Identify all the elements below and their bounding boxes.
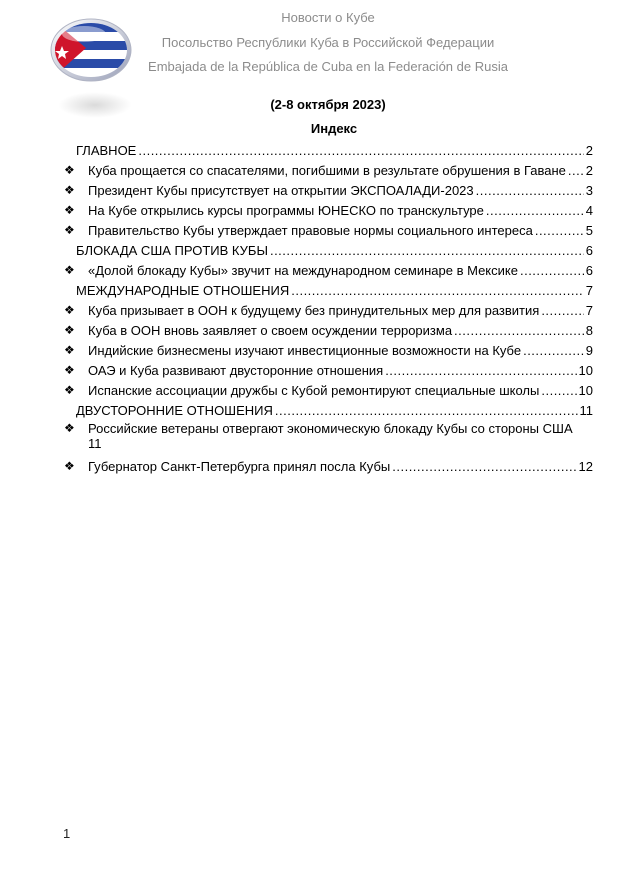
diamond-bullet-icon: ❖ [64, 183, 75, 197]
dot-leader [523, 343, 584, 358]
toc-page-number: 5 [585, 223, 593, 238]
dot-leader [392, 459, 576, 474]
toc-item-title: Куба прощается со спасателями, погибшими в результате обрушения в Гаване [88, 163, 566, 178]
toc-section[interactable] [76, 243, 593, 258]
toc-section-title: ДВУСТОРОННИЕ ОТНОШЕНИЯ [76, 403, 273, 418]
diamond-bullet-icon: ❖ [64, 303, 75, 317]
toc-item-title: На Кубе открылись курсы программы ЮНЕСКО по транскультуре [88, 203, 484, 218]
toc-page-number: 10 [578, 383, 593, 398]
toc-item[interactable] [64, 343, 593, 358]
toc-item-title: Правительство Кубы утверждает правовые нормы социального интереса [88, 223, 533, 238]
toc-item-title: Куба призывает в ООН к будущему без принудительных мер для развития [88, 303, 540, 318]
diamond-bullet-icon: ❖ [64, 421, 75, 435]
toc-item[interactable] [64, 163, 593, 178]
toc-item[interactable] [64, 263, 593, 278]
dot-leader [138, 143, 583, 158]
header-embassy-es: Embajada de la República de Cuba en la Federación de Rusia [148, 59, 508, 74]
index-heading: Индекс [310, 121, 358, 136]
toc-item-title: Куба в ООН вновь заявляет о своем осуждении терроризма [88, 323, 453, 338]
toc-item-title: Испанские ассоциации дружбы с Кубой ремонтируют специальные школы [88, 383, 540, 398]
diamond-bullet-icon: ❖ [64, 363, 75, 377]
dot-leader [486, 203, 584, 218]
toc-item[interactable] [64, 183, 593, 198]
toc-item-title: «Долой блокаду Кубы» звучит на международном семинаре в Мексике [88, 263, 518, 278]
toc-page-number: 10 [578, 363, 593, 378]
toc-item[interactable] [64, 223, 593, 238]
dot-leader [454, 323, 584, 338]
page-number: 1 [63, 826, 71, 841]
toc-item-title: Индийские бизнесмены изучают инвестиционные возможности на Кубе [88, 343, 522, 358]
toc-item-title: Президент Кубы присутствует на открытии ЭКСПОАЛАДИ-2023 [88, 183, 474, 198]
toc-section-title: БЛОКАДА США ПРОТИВ КУБЫ [76, 243, 268, 258]
diamond-bullet-icon: ❖ [64, 203, 75, 217]
toc-item[interactable] [64, 303, 593, 318]
header-title: Новости о Кубе [281, 10, 375, 25]
toc-item-title: ОАЭ и Куба развивают двусторонние отношения [88, 363, 384, 378]
dot-leader [385, 363, 576, 378]
cuba-flag-logo [50, 18, 132, 82]
toc-page-number: 12 [578, 459, 593, 474]
toc-page-number: 8 [585, 323, 593, 338]
dot-leader [535, 223, 584, 238]
toc-section[interactable] [76, 143, 593, 158]
toc-section[interactable] [76, 403, 593, 418]
toc-item[interactable] [64, 323, 593, 338]
toc-page-number: 2 [585, 143, 593, 158]
diamond-bullet-icon: ❖ [64, 343, 75, 357]
toc-page-number: 11 [88, 436, 102, 451]
dot-leader [541, 383, 576, 398]
toc-section-title: МЕЖДУНАРОДНЫЕ ОТНОШЕНИЯ [76, 283, 290, 298]
toc-item[interactable] [64, 459, 593, 474]
toc-item[interactable] [64, 421, 593, 451]
toc-page-number: 6 [585, 263, 593, 278]
toc-page-number: 4 [585, 203, 593, 218]
dot-leader [275, 403, 578, 418]
date-range: (2-8 октября 2023) [270, 97, 386, 112]
toc-page-number: 7 [585, 283, 593, 298]
diamond-bullet-icon: ❖ [64, 263, 75, 277]
dot-leader [568, 163, 584, 178]
toc-page-number: 6 [585, 243, 593, 258]
dot-leader [291, 283, 584, 298]
toc-item-title: Российские ветераны отвергают экономическую блокаду Кубы со стороны США [88, 421, 573, 436]
dot-leader [476, 183, 584, 198]
toc-item-title: Губернатор Санкт-Петербурга принял посла Кубы [88, 459, 391, 474]
dot-leader [541, 303, 583, 318]
diamond-bullet-icon: ❖ [64, 163, 75, 177]
toc-section-title: ГЛАВНОЕ [76, 143, 137, 158]
toc-item[interactable] [64, 203, 593, 218]
toc-page-number: 2 [585, 163, 593, 178]
toc-page-number: 11 [579, 403, 593, 418]
diamond-bullet-icon: ❖ [64, 383, 75, 397]
toc-item[interactable] [64, 383, 593, 398]
toc-page-number: 3 [585, 183, 593, 198]
toc-item[interactable] [64, 363, 593, 378]
diamond-bullet-icon: ❖ [64, 223, 75, 237]
header-embassy-ru: Посольство Республики Куба в Российской Федерации [161, 35, 495, 50]
table-of-contents [64, 143, 593, 474]
dot-leader [270, 243, 584, 258]
dot-leader [520, 263, 584, 278]
toc-section[interactable] [76, 283, 593, 298]
toc-page-number: 7 [585, 303, 593, 318]
diamond-bullet-icon: ❖ [64, 459, 75, 473]
toc-page-number: 9 [585, 343, 593, 358]
diamond-bullet-icon: ❖ [64, 323, 75, 337]
